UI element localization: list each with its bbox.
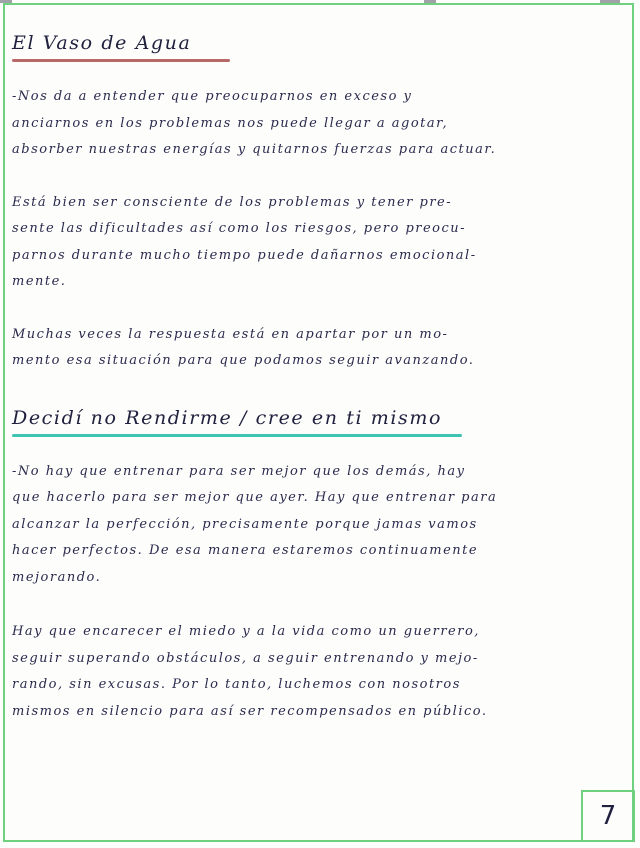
text-line: Está bien ser consciente de los problemas y tener pre- — [12, 194, 453, 210]
text-line: mento esa situación para que podamos seguir avanzando. — [12, 353, 475, 368]
section-title: El Vaso de Agua — [12, 32, 192, 54]
text-line: alcanzar la perfección, precisamente porque jamas vamos — [12, 516, 478, 532]
text-line: hacer perfectos. De esa manera estaremos continuamente — [12, 543, 479, 558]
text-line: rando, sin excusas. Por lo tanto, luchemos con nosotros — [12, 677, 461, 692]
text-line: sente las dificultades así como los riesgos, pero preocu- — [12, 221, 467, 236]
text-line: mejorando. — [12, 569, 102, 585]
section-el-vaso-de-agua — [12, 30, 612, 375]
paragraph — [12, 190, 612, 296]
text-line: absorber nuestras energías y quitarnos fuerzas para actuar. — [12, 142, 497, 157]
text-line: mismos en silencio para así ser recompensados en público. — [12, 703, 488, 719]
page-number-box — [581, 790, 635, 842]
paragraph — [12, 619, 612, 725]
text-line: anciarnos en los problemas nos puede llegar a agotar, — [12, 115, 449, 131]
text-line: seguir superando obstáculos, a seguir entrenando y mejo- — [12, 650, 479, 666]
text-line: -Nos da a entender que preocuparnos en exceso y — [12, 89, 413, 104]
text-line: Muchas veces la respuesta está en apartar por un mo- — [12, 326, 449, 342]
text-line: que hacerlo para ser mejor que ayer. Hay que entrenar para — [12, 490, 498, 505]
section-decidi-no-rendirme — [12, 405, 612, 726]
text-line: parnos durante mucho tiempo puede dañarnos emocional- — [12, 247, 477, 263]
text-line: mente. — [12, 274, 67, 289]
section-title: Decidí no Rendirme / cree en ti mismo — [12, 406, 443, 429]
paragraph — [12, 84, 612, 164]
paragraph — [12, 322, 612, 375]
text-line: -No hay que entrenar para ser mejor que los demás, hay — [12, 463, 466, 479]
paragraph — [12, 459, 612, 592]
text-line: Hay que encarecer el miedo y a la vida como un guerrero, — [12, 624, 480, 639]
page-content — [12, 30, 612, 725]
page-number: 7 — [599, 801, 617, 831]
